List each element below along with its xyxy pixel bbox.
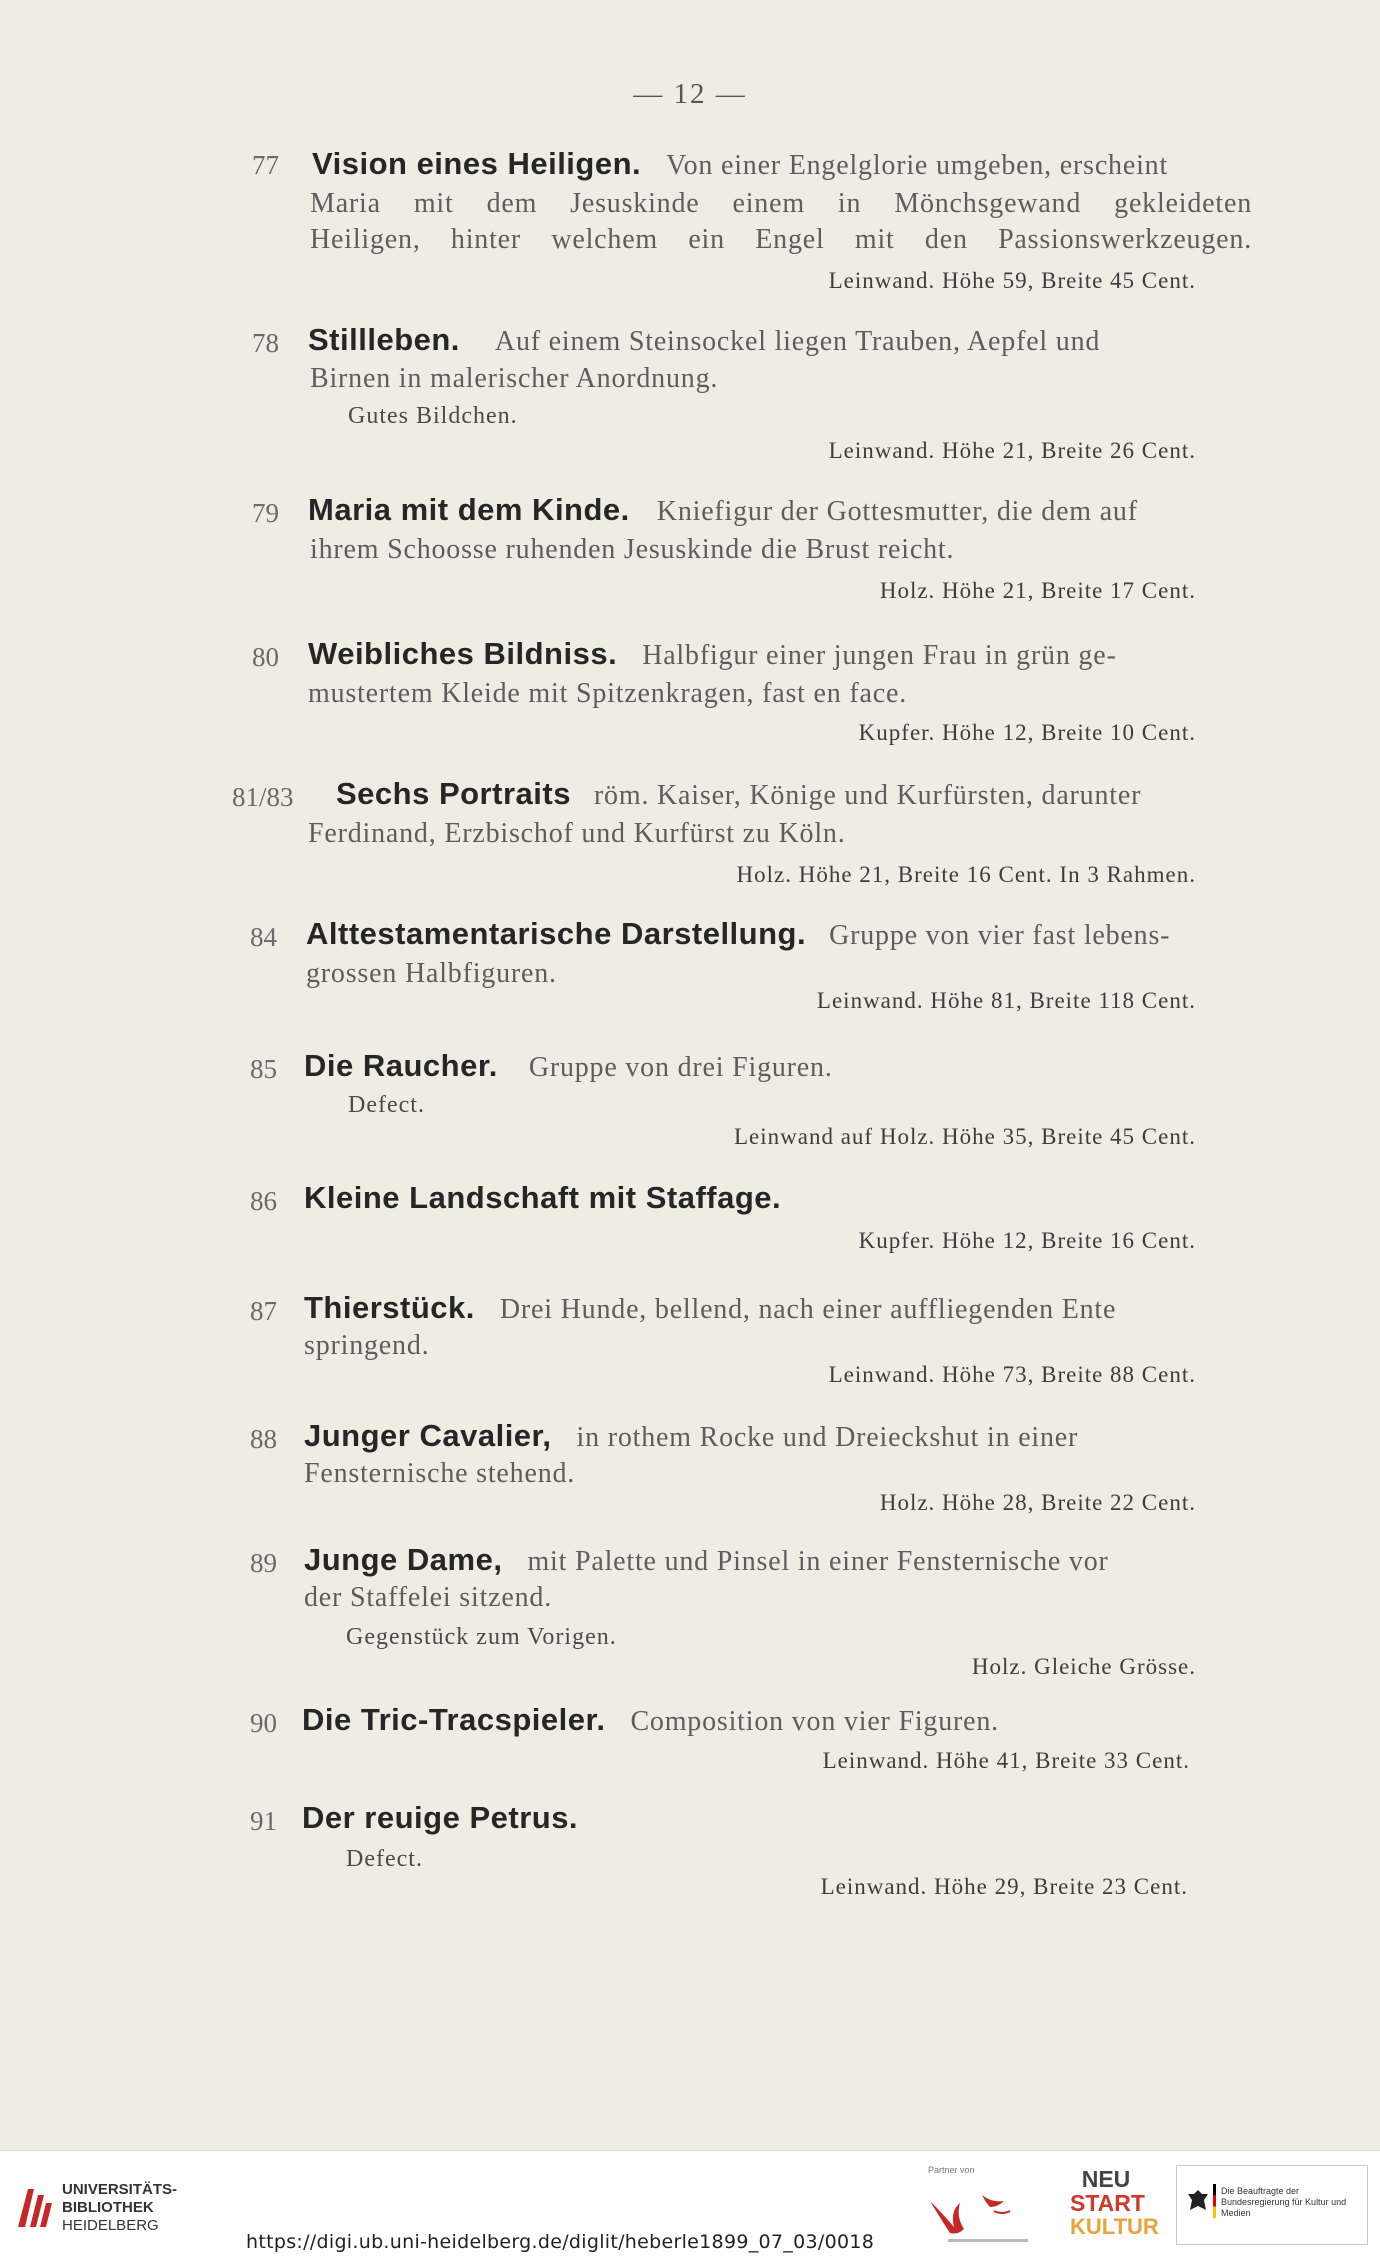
entry-note: Gegenstück zum Vorigen. [346,1624,617,1650]
entry-number: 86 [250,1186,277,1216]
entry-dimensions: Leinwand. Höhe 41, Breite 33 Cent. [822,1748,1190,1773]
entry-description: springend. [304,1330,430,1361]
entry-note: Gutes Bildchen. [348,403,518,429]
entry-number: 90 [250,1708,277,1738]
entry-title: Vision eines Heiligen. [312,146,642,181]
permalink-url[interactable]: https://digi.ub.uni-heidelberg.de/diglit/heberle1899_07_03/0018 [246,2231,875,2253]
library-name-line: UNIVERSITÄTS- [62,2181,178,2198]
entry-title: Stillleben. [308,322,460,357]
entry-description: röm. Kaiser, Könige und Kurfürsten, darunter [593,780,1142,811]
entry-description: Gruppe von vier fast lebens- [829,920,1171,951]
ddb-bird-logo-icon[interactable] [920,2181,1050,2251]
entry-dimensions: Leinwand. Höhe 73, Breite 88 Cent. [828,1362,1196,1387]
entry-description: Kniefigur der Gottesmutter, die dem auf [656,496,1138,527]
entry-title: Kleine Landschaft mit Staffage. [304,1180,782,1215]
entry-dimensions: Holz. Höhe 21, Breite 16 Cent. In 3 Rahmen. [736,862,1196,887]
entry-number: 80 [252,642,279,672]
library-seal-icon [14,2183,54,2231]
entry-number: 84 [250,922,277,952]
entry-title: Thierstück. [304,1290,475,1325]
library-name-line: BIBLIOTHEK [62,2199,154,2216]
entry-title: Die Raucher. [304,1048,498,1083]
partner-label: Partner von [928,2165,975,2175]
entry-title: Alttestamentarische Darstellung. [306,916,807,951]
entry-description: Ferdinand, Erzbischof und Kurfürst zu Köln. [308,818,846,849]
entry-description: Composition von vier Figuren. [630,1706,999,1737]
entry-dimensions: Kupfer. Höhe 12, Breite 16 Cent. [858,1228,1196,1253]
entry-description: Drei Hunde, bellend, nach einer auffliegenden Ente [499,1294,1117,1325]
federal-eagle-icon [1187,2188,1209,2214]
entry-description: der Staffelei sitzend. [304,1582,552,1613]
entry-number: 88 [250,1424,277,1454]
entry-description: Von einer Engelglorie umgeben, erscheint [666,150,1169,181]
entry-number: 78 [252,328,279,358]
entry-note: Defect. [346,1846,423,1872]
flag-bar [1213,2184,1216,2218]
neustart-kultur-logo[interactable] [1070,2166,1159,2247]
entry-number: 89 [250,1548,277,1578]
entry-dimensions: Kupfer. Höhe 12, Breite 10 Cent. [858,720,1196,745]
entry-dimensions: Leinwand. Höhe 29, Breite 23 Cent. [820,1874,1188,1899]
entry-dimensions: Holz. Höhe 21, Breite 17 Cent. [879,578,1196,603]
neustart-line: START [1070,2190,1145,2216]
entry-dimensions: Holz. Höhe 28, Breite 22 Cent. [879,1490,1196,1515]
entry-number: 81/83 [232,782,294,812]
entry-description: Heiligen, hinter welchem ein Engel mit den Passionswerkzeugen. [310,224,1252,255]
entry-description: Gruppe von drei Figuren. [528,1052,833,1083]
entry-number: 79 [252,498,279,528]
entry-title: Sechs Portraits [336,776,571,811]
bkm-logo[interactable] [1176,2165,1368,2245]
entry-description: ihrem Schoosse ruhenden Jesuskinde die Brust reicht. [310,534,955,565]
entry-title: Maria mit dem Kinde. [308,492,630,527]
entry-dimensions: Leinwand. Höhe 21, Breite 26 Cent. [828,438,1196,463]
entry-description: in rothem Rocke und Dreieckshut in einer [576,1422,1079,1453]
entry-description: Auf einem Steinsockel liegen Trauben, Aepfel und [494,326,1101,357]
entry-description: Maria mit dem Jesuskinde einem in Mönchsgewand gekleideten [310,188,1252,219]
library-name-line: HEIDELBERG [62,2217,159,2234]
entry-number: 77 [252,150,279,180]
entry-description: Fensternische stehend. [304,1458,576,1489]
entry-title: Weibliches Bildniss. [308,636,618,671]
library-logo[interactable] [14,2179,184,2235]
entry-description: mustertem Kleide mit Spitzenkragen, fast en face. [308,678,907,709]
page-number: — 12 — [633,78,747,110]
entry-title: Der reuige Petrus. [302,1800,579,1835]
entry-dimensions: Leinwand. Höhe 81, Breite 118 Cent. [816,988,1196,1013]
neustart-line: KULTUR [1070,2214,1159,2239]
entry-description: mit Palette und Pinsel in einer Fensternische vor [527,1546,1109,1577]
footer-banner [0,2150,1380,2257]
entry-title: Junger Cavalier, [304,1418,552,1453]
entry-number: 85 [250,1054,277,1084]
entry-title: Die Tric-Tracspieler. [302,1702,606,1737]
entry-description: Halbfigur einer jungen Frau in grün ge- [642,640,1117,671]
bkm-text: Die Beauftragte der Bundesregierung für Kultur und Medien [1221,2186,1347,2218]
entry-dimensions: Holz. Gleiche Grösse. [971,1654,1196,1679]
entry-dimensions: Leinwand auf Holz. Höhe 35, Breite 45 Cent. [734,1124,1196,1149]
entry-number: 87 [250,1296,277,1326]
entry-dimensions: Leinwand. Höhe 59, Breite 45 Cent. [828,268,1196,293]
entry-title: Junge Dame, [304,1542,503,1577]
entry-note: Defect. [348,1092,425,1118]
entry-number: 91 [250,1806,277,1836]
entry-description: Birnen in malerischer Anordnung. [310,363,719,394]
neustart-line: NEU [1081,2166,1131,2192]
entry-description: grossen Halbfiguren. [306,958,557,989]
